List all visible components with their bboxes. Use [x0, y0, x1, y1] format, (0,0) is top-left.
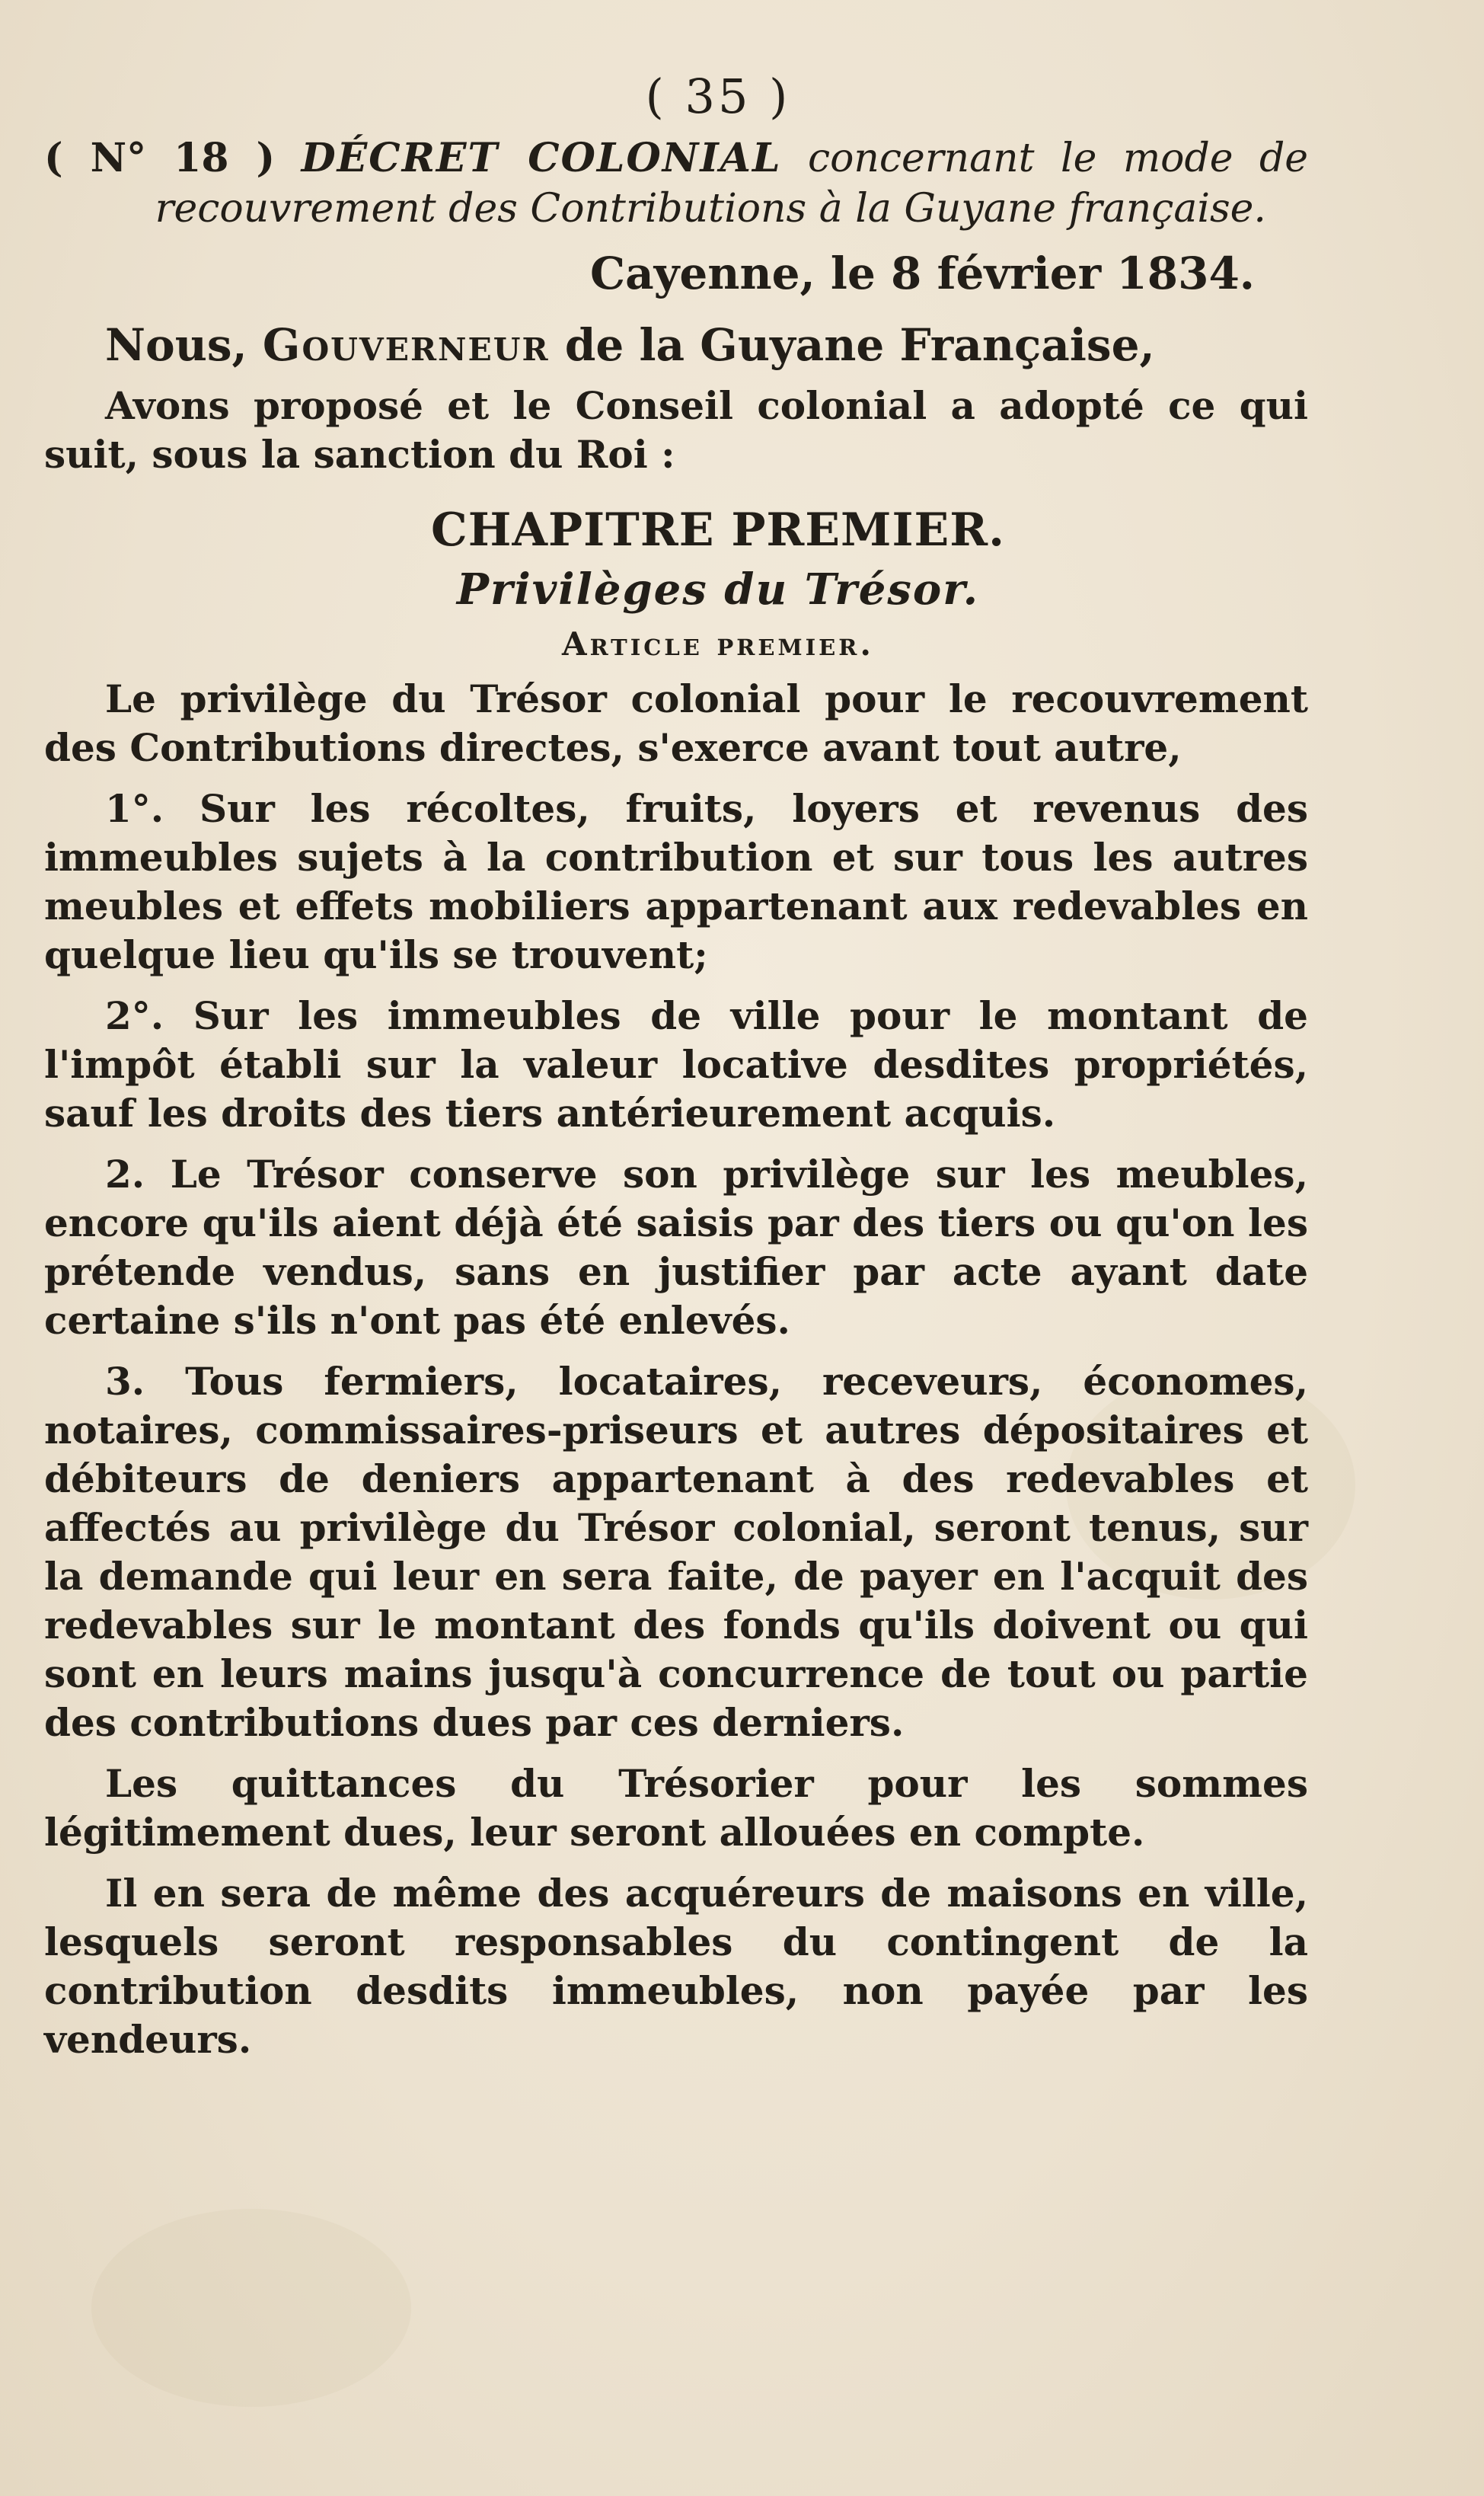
decree-name: DÉCRET COLONIAL: [301, 135, 782, 181]
paper-stain: [91, 2209, 411, 2407]
chapter-title: CHAPITRE PREMIER.: [431, 503, 1005, 557]
article-paragraph: Les quittances du Trésorier pour les sommes légitimement dues, leur seront allouées en compte.: [44, 1761, 1308, 1855]
article-paragraph: 2°. Sur les immeubles de ville pour le montant de l'impôt établi sur la valeur locative desdites propriétés, sauf les droits des tiers antérieurement acquis.: [44, 993, 1308, 1136]
governor-suffix: de la Guyane Française,: [564, 319, 1155, 371]
article-paragraph: 2. Le Trésor conserve son privilège sur les meubles, encore qu'ils aient déjà été saisis par des tiers ou qu'on les prétende vendus, sans en justifier par acte ayant date certaine s'ils n'ont pas été enlevés.: [44, 1152, 1308, 1343]
article-heading: Article premier.: [561, 625, 875, 663]
governor-title: Gouverneur: [262, 319, 550, 371]
document-body: [44, 69, 1308, 2076]
decree-title: [44, 133, 1308, 234]
intro-paragraph: Avons proposé et le Conseil colonial a adopté ce qui suit, sous la sanction du Roi :: [44, 383, 1308, 477]
article-paragraph: 3. Tous fermiers, locataires, receveurs, économes, notaires, commissaires-priseurs et autres dépositaires et débiteurs de deniers appartenant à des redevables et affectés au privilège du Trésor colonial, seront tenus, sur la demande qui leur en sera faite, de payer en l'acquit des redevables sur le montant des fonds qu'ils doivent ou qui sont en leurs mains jusqu'à concurrence de tout ou partie des contributions dues par ces derniers.: [44, 1359, 1308, 1745]
governor-prefix: Nous,: [105, 319, 247, 371]
decree-number: ( N° 18 ): [44, 135, 276, 181]
article-paragraph: Il en sera de même des acquéreurs de maisons en ville, lesquels seront responsables du contingent de la contribution desdits immeubles, non payée par les vendeurs.: [44, 1871, 1308, 2062]
place-date: Cayenne, le 8 février 1834.: [589, 248, 1255, 299]
article-paragraph: Le privilège du Trésor colonial pour le recouvrement des Contributions directes, s'exerce avant tout autre,: [44, 676, 1308, 770]
chapter-subtitle: Privilèges du Trésor.: [456, 564, 980, 615]
article-paragraph: 1°. Sur les récoltes, fruits, loyers et revenus des immeubles sujets à la contribution et sur tous les autres meubles et effets mobiliers appartenant aux redevables en quelque lieu qu'ils se trouvent;: [44, 786, 1308, 977]
decree-subject: concernant le mode de recouvrement des Contributions à la Guyane française.: [155, 136, 1308, 232]
page-number: ( 35 ): [645, 69, 791, 124]
governor-line: [44, 319, 1308, 371]
